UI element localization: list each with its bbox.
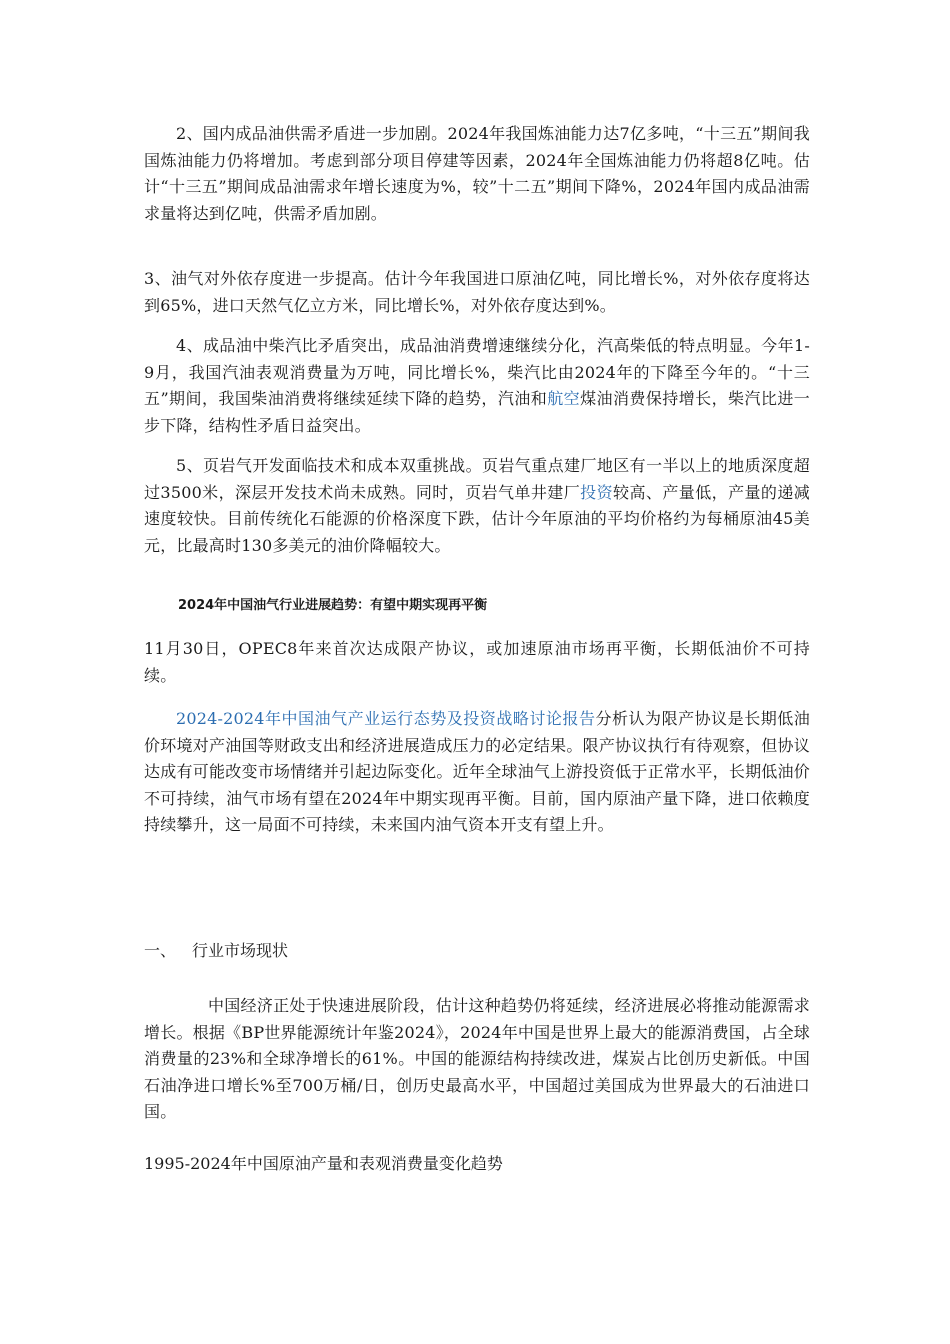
paragraph-text: 分析认为限产协议是长期低油价环境对产油国等财政支出和经济进展造成压力的必定结果。限产协议执行有待观察，但协议达成有可能改变市场情绪并引起边际变化。近年全球油气上游投资低于正常水平，长期低油价不可持续，油气市场有望在2024年中期实现再平衡。目前，国内原油产量下降，进口依赖度持续攀升，这一局面不可持续，未来国内油气资本开支有望上升。 (144, 709, 810, 834)
paragraph-market-status: 中国经济正处于快速进展阶段，估计这种趋势仍将延续，经济进展必将推动能源需求增长。根据《BP世界能源统计年鉴2024》，2024年中国是世界上最大的能源消费国，占全球消费量的23%和全球净增长的61%。中国的能源结构持续改进，煤炭占比创历史新低。中国石油净进口增长%至700万桶/日，创历史最高水平，中国超过美国成为世界最大的石油进口国。 (144, 996, 810, 1121)
section-number: 一、 (144, 941, 177, 960)
paragraph-text: 5、页岩气开发面临技术和成本双重挑战。页岩气重点建厂地区有一半以上的地质深度超过3500米，深层开发技术尚未成熟。同时，页岩气单井建厂 (144, 456, 810, 502)
report-link[interactable]: 2024-2024年中国油气产业运行态势及投资战略讨论报告 (176, 709, 596, 728)
aviation-link[interactable]: 航空 (547, 389, 581, 408)
paragraph-text: 煤油消费保持增长，柴汽比进一步下降，结构性矛盾日益突出。 (144, 389, 810, 435)
paragraph-text: 较高、产量低，产量的递减速度较快。目前传统化石能源的价格深度下跌，估计今年原油的平均价格约为每桶原油45美元，比最高时130多美元的油价降幅较大。 (144, 482, 810, 555)
paragraph-report-analysis (144, 706, 810, 839)
section-title-text: 行业市场现状 (192, 941, 289, 960)
trend-subheading: 2024年中国油气行业进展趋势：有望中期实现再平衡 (178, 598, 488, 613)
paragraph-refining-capacity: 2、国内成品油供需矛盾进一步加剧。2024年我国炼油能力达7亿多吨，“十三五”期间我国炼油能力仍将增加。考虑到部分项目停建等因素，2024年全国炼油能力仍将超8亿吨。估计“十三五”期间成品油需求年增长速度为%，较”十二五”期间下降%，2024年国内成品油需求量将达到亿吨，供需矛盾加剧。 (144, 124, 810, 223)
paragraph-diesel-gasoline-ratio (144, 333, 810, 439)
paragraph-text: 4、成品油中柴汽比矛盾突出，成品油消费增速继续分化，汽高柴低的特点明显。今年1-9月，我国汽油表观消费量为万吨，同比增长%，柴汽比由2024年的下降至今年的。“十三五”期间，我国柴油消费将继续延续下降的趋势，汽油和 (144, 336, 810, 408)
section-heading (144, 938, 288, 964)
investment-link[interactable]: 投资 (580, 482, 614, 502)
paragraph-import-dependence: 3、油气对外依存度进一步提高。估计今年我国进口原油亿吨，同比增长%，对外依存度将达到65%，进口天然气亿立方米，同比增长%，对外依存度达到%。 (144, 269, 810, 315)
figure-caption: 1995-2024年中国原油产量和表观消费量变化趋势 (144, 1154, 503, 1173)
paragraph-opec-agreement: 11月30日，OPEC8年来首次达成限产协议，或加速原油市场再平衡，长期低油价不可持续。 (144, 639, 810, 685)
paragraph-shale-gas (144, 453, 810, 559)
